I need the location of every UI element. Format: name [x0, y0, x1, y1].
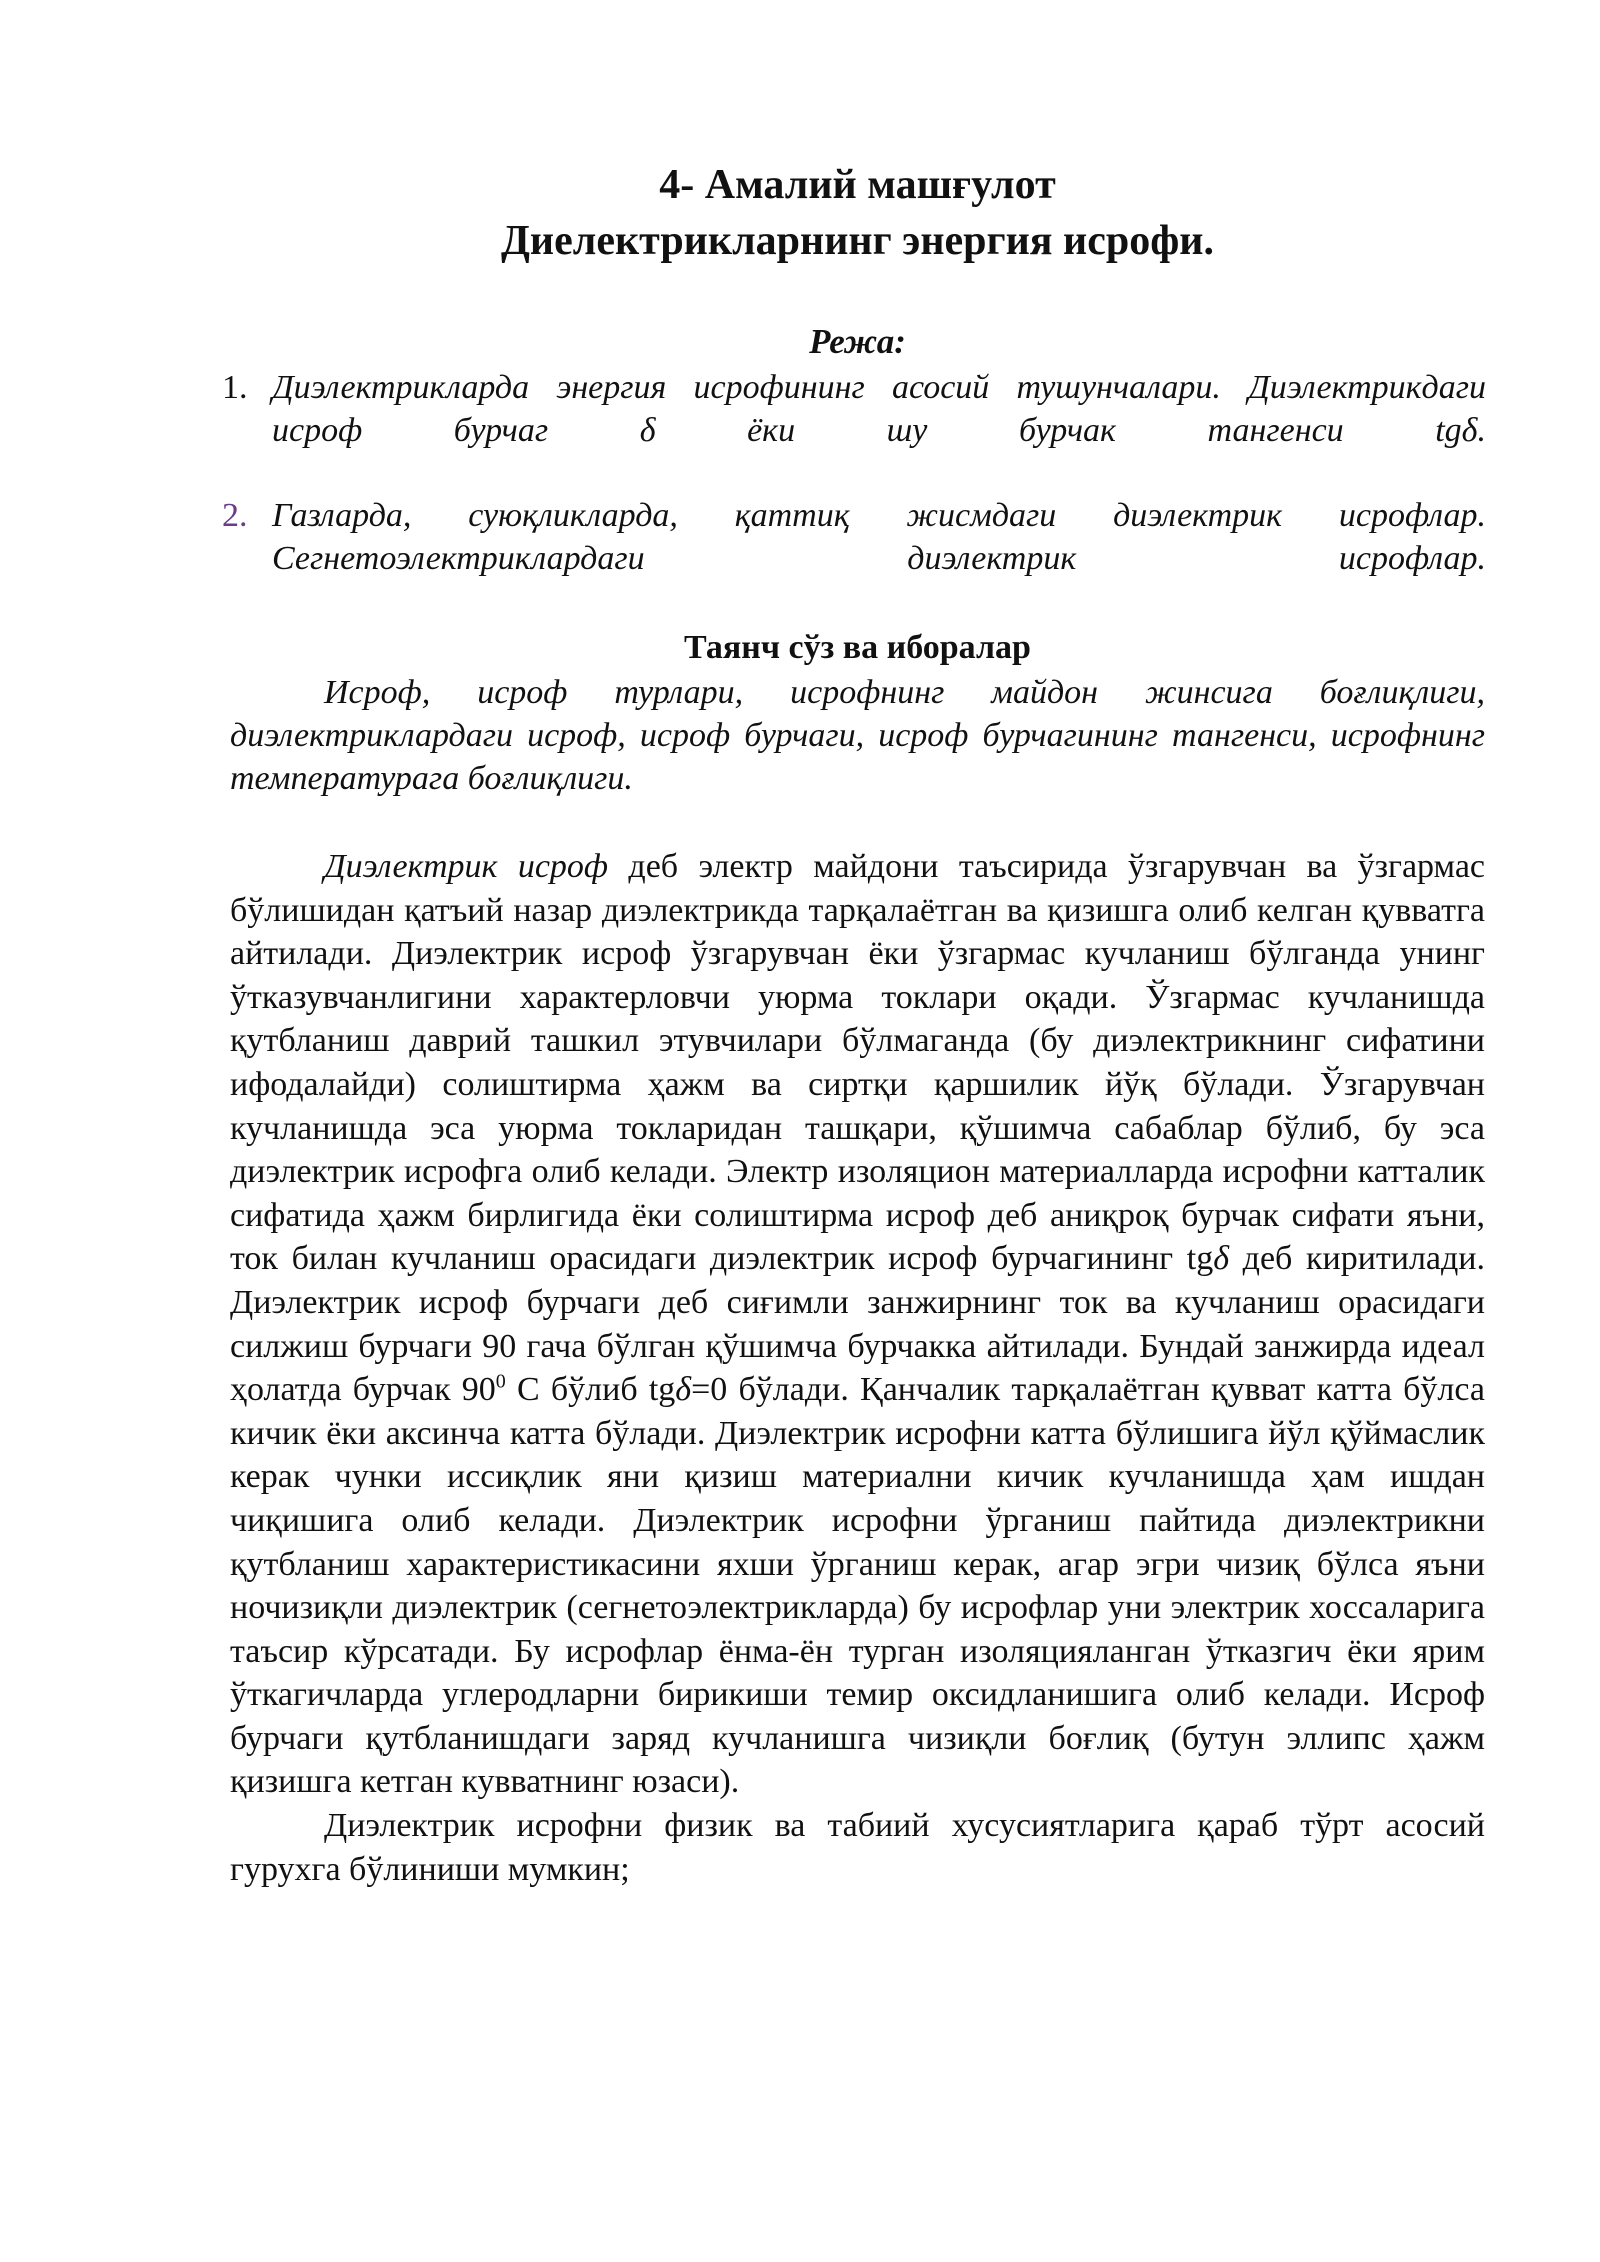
paragraph-1-text-b: деб киритилади. Диэлектрик исроф бурчаги деб сиғимли занжирнинг ток ва кучланиш орасидаги силжиш бурчаги 90 гача бўлган қўшимча бурчакка айтилади. Бундай занжирда идеал ҳолатда бурчак 90	[230, 1240, 1485, 1409]
document-title-line2: Диелектрикларнинг энергия исрофи.	[501, 218, 1214, 264]
delta-symbol: δ	[1213, 1240, 1230, 1278]
keywords-text	[230, 671, 1485, 800]
plan-item-number: 1.	[222, 369, 248, 406]
delta-symbol: δ	[675, 1371, 692, 1409]
plan-item-text: Диэлектрикларда энергия исрофининг асосий тушунчалари. Диэлектрикдаги исроф бурчаг δ ёки шу бурчак тангенси tgδ.	[272, 369, 1486, 449]
paragraph-1-text-c: С бўлиб tg	[505, 1371, 676, 1409]
paragraph-1-text-a: деб электр майдони таъсирида ўзгарувчан ва ўзгармас бўлишидан қатъий назар диэлектрикда тарқалаётган ва қизишга олиб келган қувватга айтилади. Диэлектрик исроф ўзгарувчан ёки ўзгармас кучланиш бўлганда унинг ўтказувчанлигини характерловчи уюрма токлари оқади. Ўзгармас кучланишда қутбланиш даврий ташкил этувчилари бўлмаганда (бу диэлектрикнинг сифатини ифодалайди) солиштирма ҳажм ва сиртқи қаршилик йўқ бўлади. Ўзгарувчан кучланишда эса уюрма токларидан ташқари, қўшимча сабаблар бўлиб, бу эса диэлектрик исрофга олиб келади. Электр изоляцион материалларда исрофни катталик сифатида ҳажм бирлигида ёки солиштирма исроф деб аниқроқ бурчак сифати яъни, ток билан кучланиш орасидаги диэлектрик исроф бурчагининг tg	[230, 848, 1485, 1278]
plan-item-text: Газларда, суюқликларда, қаттиқ жисмдаги диэлектрик исрофлар. Сегнетоэлектриклардаги диэлектрик исрофлар.	[272, 497, 1486, 577]
paragraph-1-text-d: =0 бўлади. Қанчалик тарқалаётган қувват катта бўлса кичик ёки аксинча катта бўлади. Диэлектрик исрофни катта бўлишига йўл қўймаслик керак чунки иссиқлик яни қизиш материални кичик кучланишда ҳам ишдан чиқишига олиб келади. Диэлектрик исрофни ўрганиш пайтида диэлектрикни қутбланиш характеристикасини яхши ўрганиш керак, агар эгри чизиқ бўлса яъни ночизиқли диэлектрик (сегнетоэлектрикларда) бу исрофлар уни электрик хоссаларига таъсир кўрсатади. Бу исрофлар ёнма-ён турган изоляцияланган ўтказгич ёки ярим ўткагичларда углеродларни бирикиши темир оксидланишига олиб келади. Исроф бурчаги қутбланишдаги заряд кучланишга чизиқли боғлиқ (бутун эллипс ҳажм қизишга кетган кувватнинг юзаси).	[230, 1371, 1485, 1801]
plan-heading: Режа:	[809, 322, 906, 361]
body-text	[230, 845, 1485, 1891]
keywords-heading: Таянч сўз ва иборалар	[684, 629, 1031, 666]
paragraph-2: Диэлектрик исрофни физик ва табиий хусусиятларига қараб тўрт асосий гурухга бўлиниши мумкин;	[230, 1807, 1485, 1888]
document-title-line1: 4- Амалий машғулот	[659, 162, 1056, 208]
degree-superscript: 0	[495, 1370, 506, 1393]
plan-item-1	[222, 366, 1486, 452]
keywords-paragraph: Исроф, исроф турлари, исрофнинг майдон жинсига боғлиқлиги, диэлектриклардаги исроф, исроф бурчаги, исроф бурчагининг тангенси, исрофнинг температурага боғлиқлиги.	[230, 674, 1485, 797]
plan-item-number: 2.	[222, 497, 248, 534]
plan-item-2	[222, 494, 1486, 580]
term-dielectric-loss: Диэлектрик исроф	[324, 848, 609, 885]
paragraph-1	[230, 845, 1485, 1804]
